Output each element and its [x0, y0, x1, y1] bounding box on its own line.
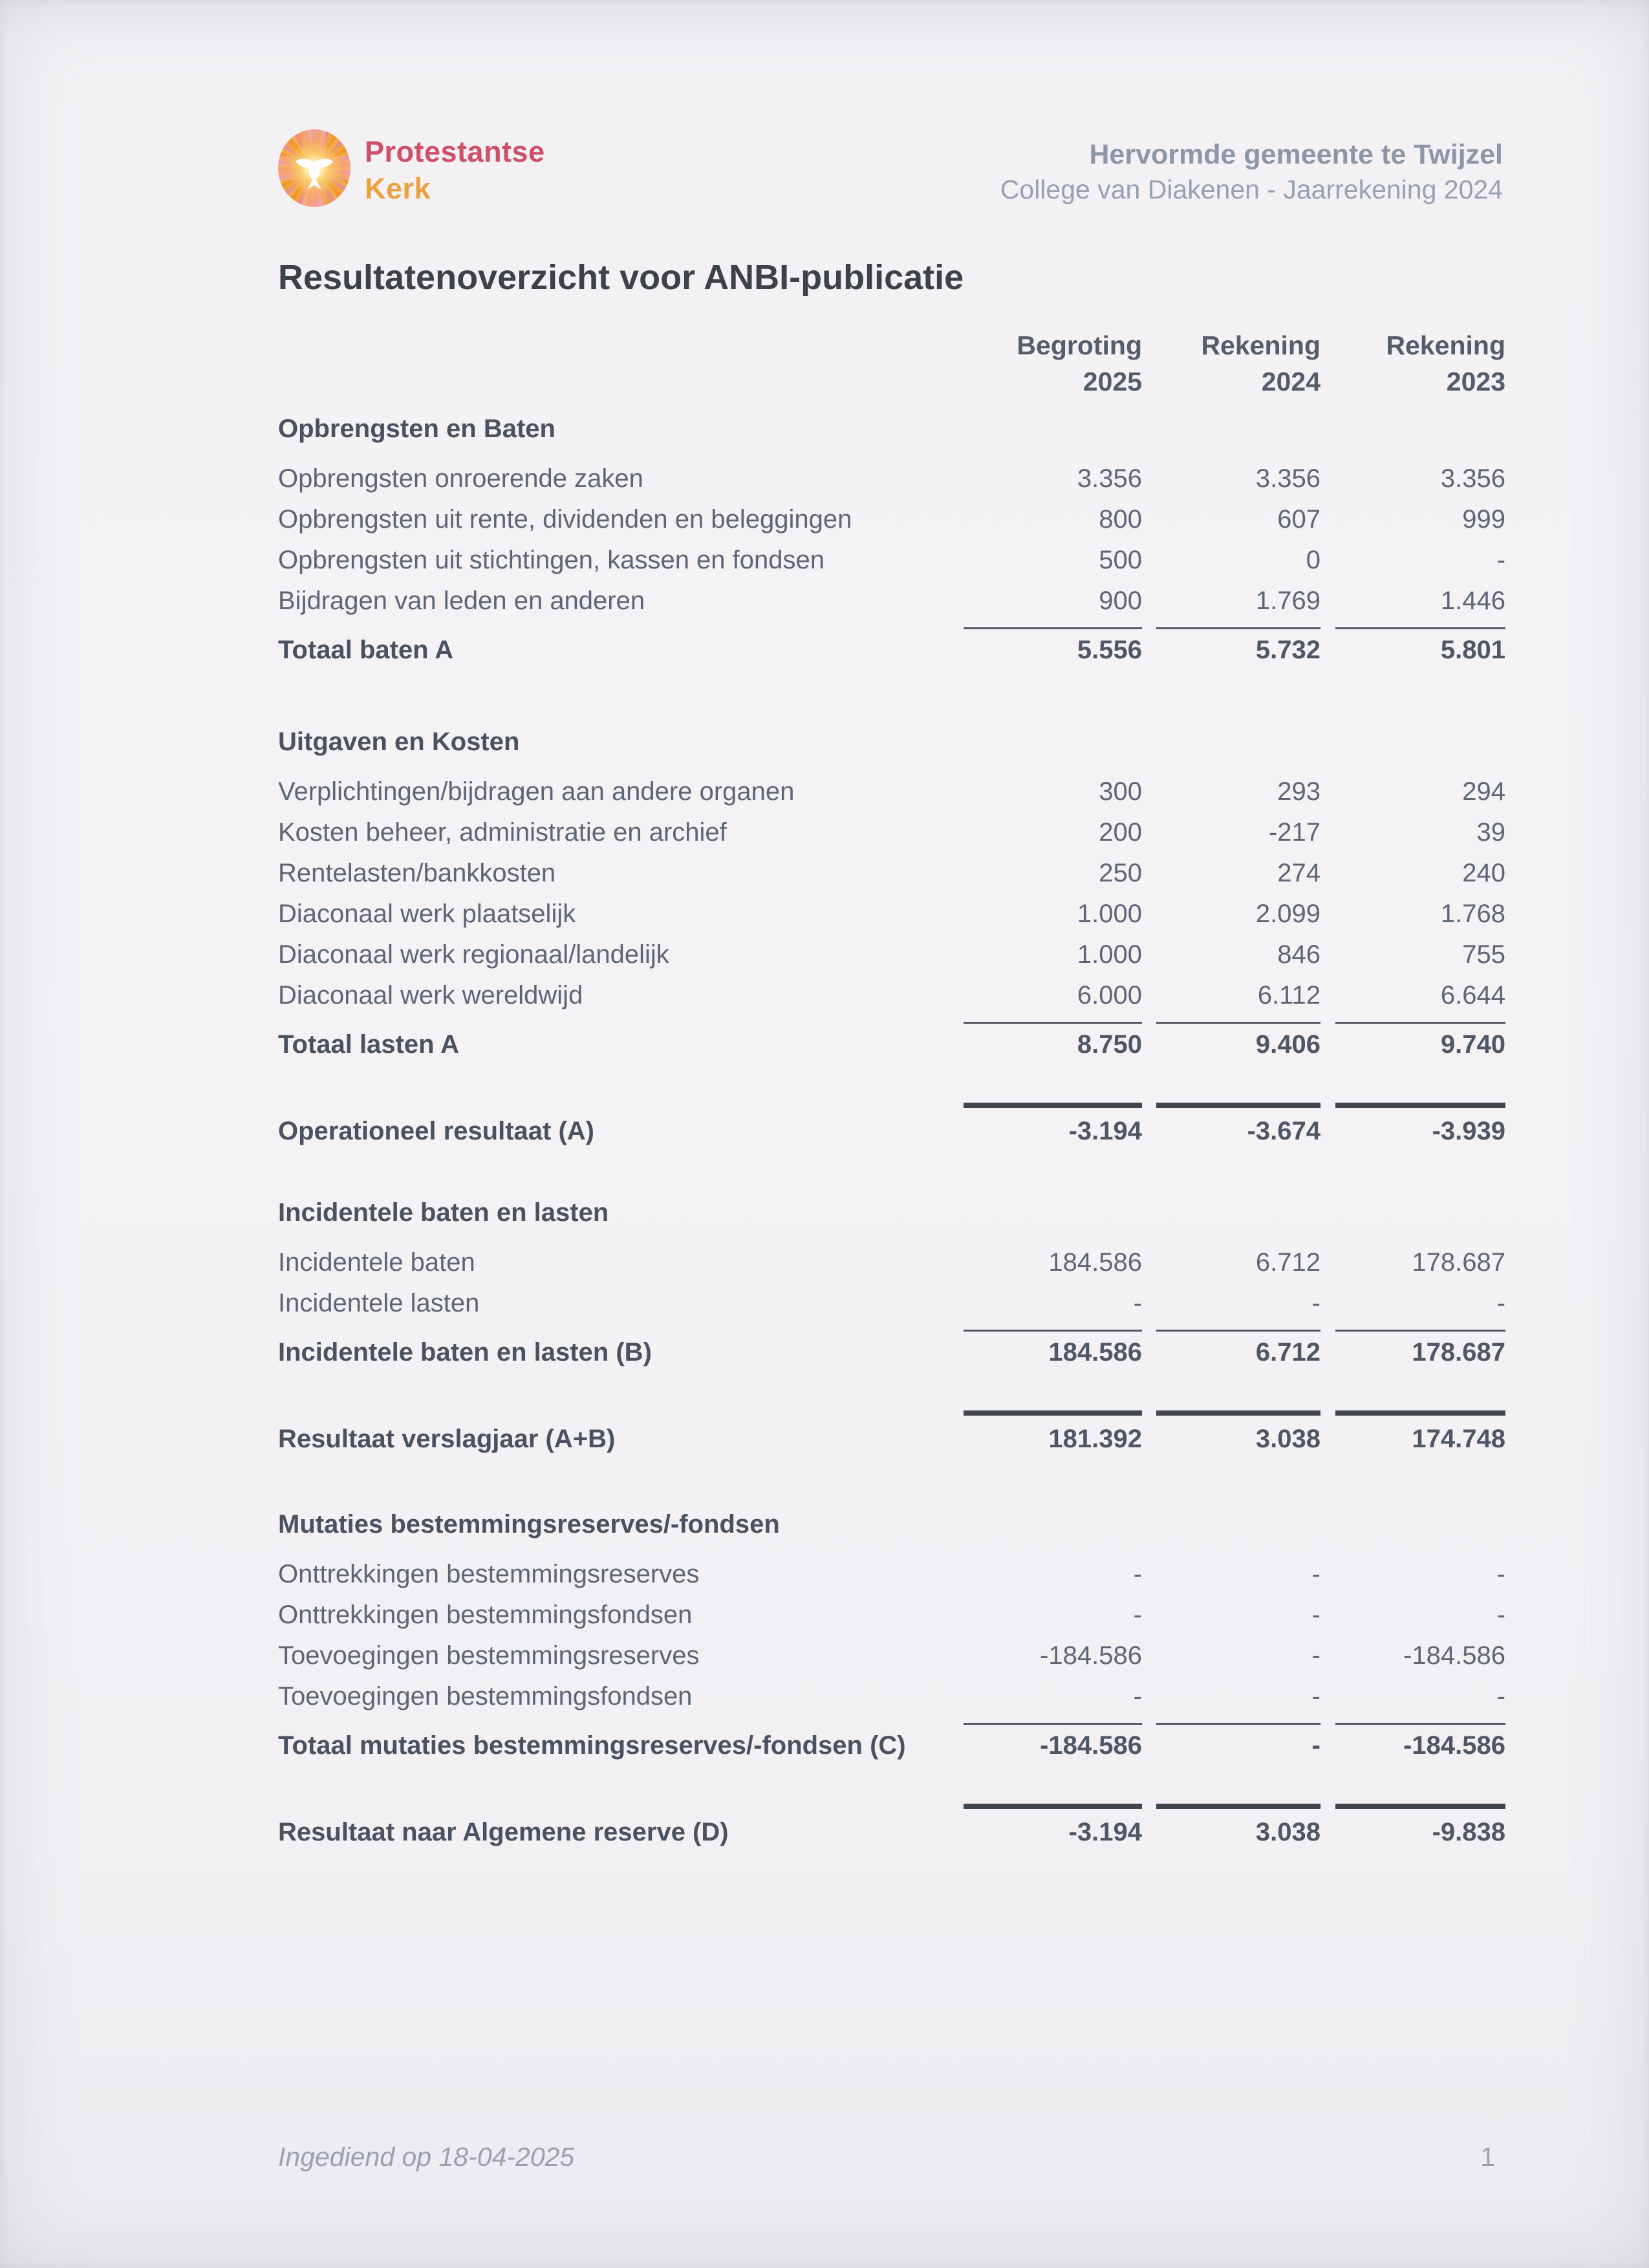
- row-label: Incidentele lasten: [278, 1289, 480, 1317]
- row-value-rekening-2024: -217: [1268, 818, 1320, 847]
- row-value-rekening-2024: 1.769: [1255, 587, 1320, 615]
- row-label: Toevoegingen bestemmingsfondsen: [278, 1682, 693, 1711]
- row-value-rekening-2024: 3.038: [1142, 1410, 1320, 1454]
- table-row: [278, 1548, 1505, 1589]
- row-value-rekening-2024: 3.038: [1142, 1804, 1320, 1847]
- section-spacer: [278, 665, 1505, 718]
- section-header-row: [278, 1189, 1505, 1227]
- row-label: Incidentele baten en lasten: [278, 1198, 609, 1227]
- row-label: Totaal mutaties bestemmingsreserves/-fondsen (C): [278, 1731, 906, 1760]
- row-value-rekening-2023: -184.586: [1320, 1723, 1505, 1760]
- row-value-rekening-2023: 174.748: [1320, 1410, 1505, 1454]
- column-header-rekening-2023: Rekening 2023: [1386, 330, 1505, 396]
- row-value-rekening-2023: 9.740: [1320, 1022, 1505, 1059]
- row-label: Kosten beheer, administratie en archief: [278, 818, 727, 847]
- row-value-begroting-2025: 300: [1099, 777, 1142, 806]
- row-value-rekening-2023: 6.644: [1440, 981, 1505, 1010]
- row-value-rekening-2024: -: [1142, 1723, 1320, 1760]
- row-value-begroting-2025: -: [1133, 1682, 1142, 1711]
- table-row: [278, 453, 1505, 493]
- row-value-rekening-2024: 607: [1277, 505, 1320, 534]
- row-label: Opbrengsten uit stichtingen, kassen en fondsen: [278, 546, 824, 574]
- row-label: Totaal baten A: [278, 636, 454, 664]
- table-row: [278, 534, 1505, 575]
- table-row: [278, 1589, 1505, 1630]
- row-value-rekening-2023: -: [1496, 1682, 1505, 1711]
- table-row: [278, 616, 1505, 665]
- row-value-rekening-2024: 293: [1277, 777, 1320, 806]
- section-spacer: [278, 1454, 1505, 1500]
- row-value-begroting-2025: 250: [1099, 859, 1142, 887]
- row-value-rekening-2023: 999: [1462, 505, 1505, 534]
- row-value-rekening-2024: -: [1311, 1601, 1320, 1629]
- table-row: [278, 1630, 1505, 1670]
- main-content: [278, 257, 1505, 1847]
- column-header-rekening-2024: Rekening 2024: [1201, 330, 1320, 396]
- row-label: Incidentele baten en lasten (B): [278, 1338, 652, 1366]
- row-label: Mutaties bestemmingsreserves/-fondsen: [278, 1510, 780, 1539]
- row-label: Operationeel resultaat (A): [278, 1117, 595, 1145]
- table-row: [278, 575, 1505, 616]
- row-value-begroting-2025: 1.000: [1077, 940, 1142, 969]
- table-row: [278, 806, 1505, 847]
- table-row: [278, 929, 1505, 969]
- table-row: [278, 1277, 1505, 1318]
- row-value-rekening-2024: 9.406: [1142, 1022, 1320, 1059]
- table-row: [278, 1711, 1505, 1760]
- table-row: [278, 1399, 1505, 1454]
- section-header-row: [278, 405, 1505, 444]
- row-value-rekening-2024: 846: [1277, 940, 1320, 969]
- row-value-rekening-2024: -: [1311, 1682, 1320, 1711]
- row-value-begroting-2025: -: [1133, 1560, 1142, 1588]
- row-value-begroting-2025: -: [1133, 1289, 1142, 1317]
- row-value-rekening-2024: 6.712: [1255, 1248, 1320, 1277]
- row-value-begroting-2025: 200: [1099, 818, 1142, 847]
- row-label: Totaal lasten A: [278, 1030, 460, 1059]
- brand-block: [278, 129, 545, 207]
- results-table: [278, 405, 1505, 1847]
- row-label: Uitgaven en Kosten: [278, 728, 520, 756]
- table-row: [278, 969, 1505, 1010]
- row-value-rekening-2023: -9.838: [1320, 1804, 1505, 1847]
- brand-name-line1: Protestantse: [365, 135, 545, 168]
- row-value-rekening-2024: 0: [1306, 546, 1320, 574]
- row-value-rekening-2023: 1.446: [1440, 587, 1505, 615]
- row-label: Resultaat naar Algemene reserve (D): [278, 1818, 729, 1846]
- row-value-begroting-2025: -: [1133, 1601, 1142, 1629]
- row-value-rekening-2023: -: [1496, 1601, 1505, 1629]
- row-value-rekening-2023: 178.687: [1412, 1248, 1505, 1277]
- section-spacer: [278, 1059, 1505, 1092]
- page-number: 1: [1480, 2142, 1495, 2172]
- row-value-rekening-2024: -: [1311, 1560, 1320, 1588]
- table-row: [278, 1092, 1505, 1146]
- row-label: Rentelasten/bankkosten: [278, 859, 556, 887]
- table-row: [278, 493, 1505, 534]
- table-row: [278, 1010, 1505, 1059]
- row-value-begroting-2025: 500: [1099, 546, 1142, 574]
- row-value-rekening-2023: 39: [1476, 818, 1505, 847]
- row-value-rekening-2024: 2.099: [1255, 900, 1320, 928]
- row-value-rekening-2023: 178.687: [1320, 1330, 1505, 1367]
- row-label: Diaconaal werk regionaal/landelijk: [278, 940, 669, 969]
- table-row: [278, 1237, 1505, 1277]
- section-header-row: [278, 718, 1505, 757]
- row-value-rekening-2023: 1.768: [1440, 900, 1505, 928]
- dove-icon: [286, 142, 342, 198]
- row-value-rekening-2023: 294: [1462, 777, 1505, 806]
- row-value-rekening-2024: -: [1311, 1641, 1320, 1670]
- column-headers: [278, 327, 1505, 400]
- row-value-rekening-2024: 6.712: [1142, 1330, 1320, 1367]
- row-value-rekening-2023: -: [1496, 1289, 1505, 1317]
- row-label: Incidentele baten: [278, 1248, 475, 1277]
- row-value-rekening-2024: -: [1311, 1289, 1320, 1317]
- row-label: Opbrengsten en Baten: [278, 415, 555, 443]
- row-label: Diaconaal werk wereldwijd: [278, 981, 583, 1010]
- row-value-begroting-2025: -3.194: [948, 1804, 1142, 1847]
- row-value-begroting-2025: 184.586: [1048, 1248, 1142, 1277]
- document-subtitle: College van Diakenen - Jaarrekening 2024: [1000, 175, 1503, 204]
- row-value-rekening-2023: 755: [1462, 940, 1505, 969]
- row-label: Verplichtingen/bijdragen aan andere organen: [278, 777, 795, 806]
- section-spacer: [278, 1146, 1505, 1189]
- row-value-rekening-2024: 274: [1277, 859, 1320, 887]
- row-label: Opbrengsten onroerende zaken: [278, 464, 643, 493]
- row-value-rekening-2024: 3.356: [1255, 464, 1320, 493]
- brand-name-line2: Kerk: [365, 172, 431, 205]
- section-spacer: [278, 1760, 1505, 1793]
- row-label: Onttrekkingen bestemmingsfondsen: [278, 1601, 693, 1629]
- row-value-rekening-2023: 240: [1462, 859, 1505, 887]
- row-value-begroting-2025: 181.392: [948, 1410, 1142, 1454]
- row-value-begroting-2025: 184.586: [948, 1330, 1142, 1367]
- protestantse-kerk-logo-icon: [278, 129, 350, 207]
- table-row: [278, 888, 1505, 929]
- row-label: Toevoegingen bestemmingsreserves: [278, 1641, 700, 1670]
- row-value-rekening-2024: -3.674: [1142, 1103, 1320, 1146]
- table-row: [278, 1318, 1505, 1367]
- page-title: Resultatenoverzicht voor ANBI-publicatie: [278, 258, 964, 297]
- row-value-begroting-2025: 1.000: [1077, 900, 1142, 928]
- row-label: Diaconaal werk plaatselijk: [278, 900, 576, 928]
- column-header-begroting-2025: Begroting 2025: [1017, 330, 1142, 396]
- organization-name: Hervormde gemeente te Twijzel: [1089, 139, 1503, 170]
- brand-name: [365, 133, 545, 207]
- row-value-rekening-2023: -184.586: [1403, 1641, 1505, 1670]
- row-label: Resultaat verslagjaar (A+B): [278, 1425, 616, 1453]
- row-value-begroting-2025: 5.556: [948, 627, 1142, 665]
- row-label: Onttrekkingen bestemmingsreserves: [278, 1560, 700, 1588]
- row-value-rekening-2024: 6.112: [1257, 981, 1320, 1010]
- row-value-begroting-2025: -184.586: [948, 1723, 1142, 1760]
- row-value-rekening-2023: -: [1496, 1560, 1505, 1588]
- row-value-begroting-2025: 6.000: [1077, 981, 1142, 1010]
- row-value-rekening-2023: 3.356: [1440, 464, 1505, 493]
- row-value-begroting-2025: 900: [1099, 587, 1142, 615]
- row-value-begroting-2025: 800: [1099, 505, 1142, 534]
- section-header-row: [278, 1500, 1505, 1539]
- row-value-rekening-2023: -3.939: [1320, 1103, 1505, 1146]
- row-value-begroting-2025: -3.194: [948, 1103, 1142, 1146]
- row-label: Opbrengsten uit rente, dividenden en beleggingen: [278, 505, 852, 534]
- table-row: [278, 766, 1505, 806]
- row-value-rekening-2023: -: [1496, 546, 1505, 574]
- row-value-rekening-2024: 5.732: [1142, 627, 1320, 665]
- row-value-rekening-2023: 5.801: [1320, 627, 1505, 665]
- section-spacer: [278, 1367, 1505, 1399]
- row-label: Bijdragen van leden en anderen: [278, 587, 645, 615]
- document-header: [1000, 137, 1503, 207]
- row-value-begroting-2025: 8.750: [948, 1022, 1142, 1059]
- table-row: [278, 1670, 1505, 1711]
- row-value-begroting-2025: -184.586: [1040, 1641, 1142, 1670]
- table-row: [278, 1793, 1505, 1847]
- row-value-begroting-2025: 3.356: [1077, 464, 1142, 493]
- submission-date: Ingediend op 18-04-2025: [278, 2142, 575, 2172]
- table-row: [278, 847, 1505, 888]
